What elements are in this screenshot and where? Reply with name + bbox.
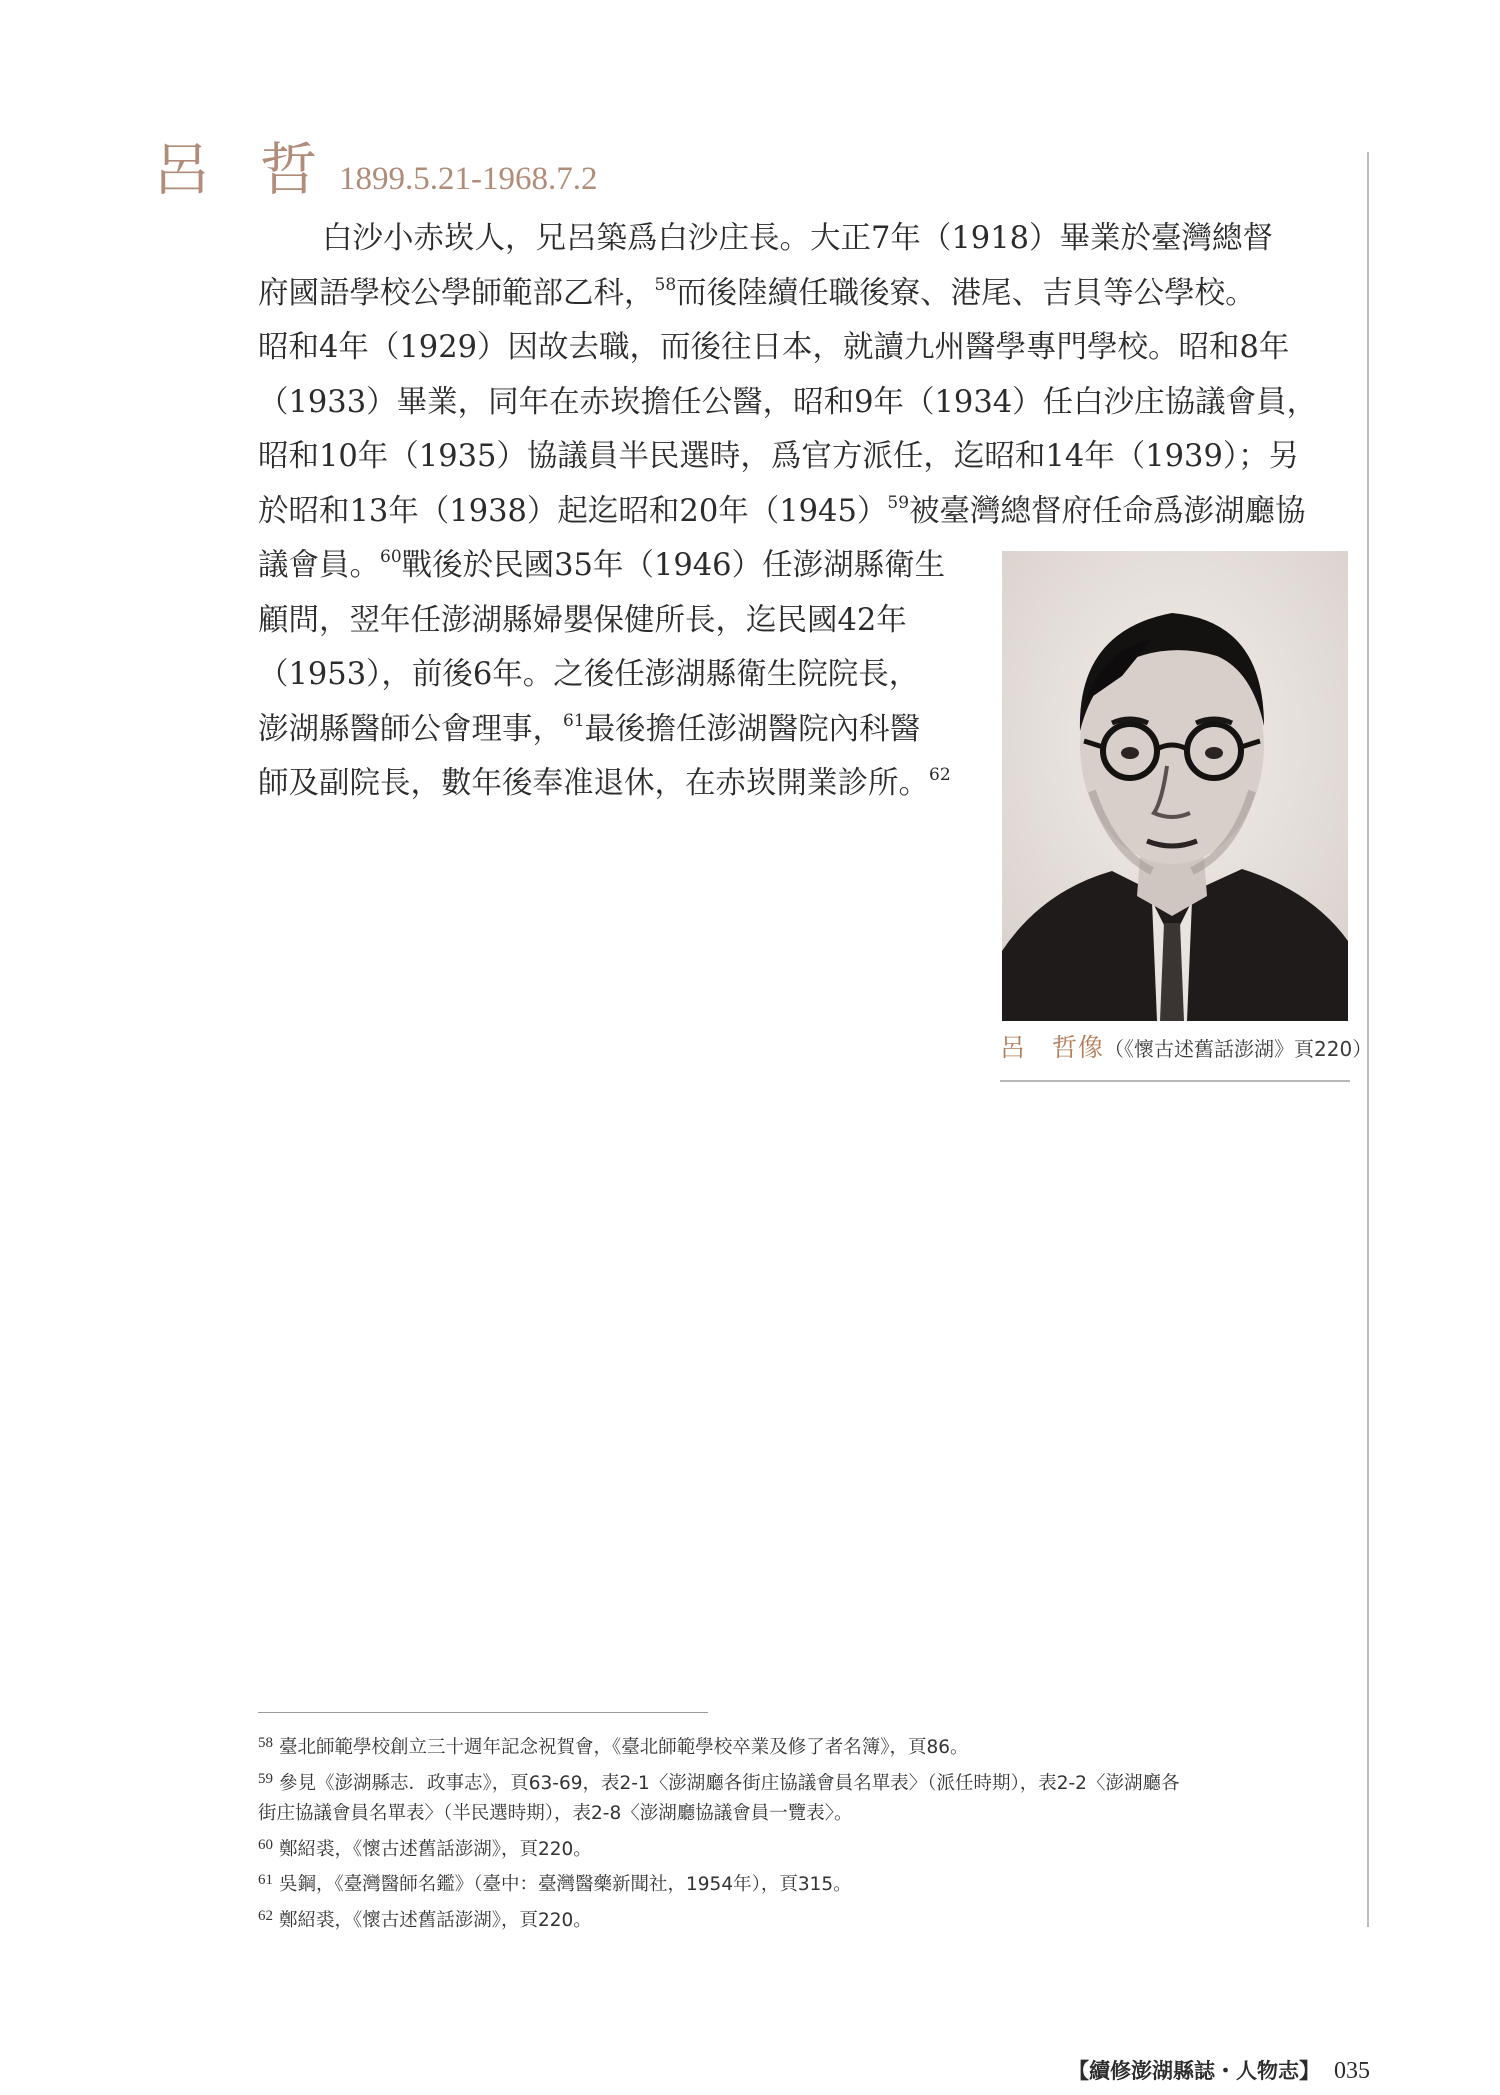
page-footer xyxy=(1068,2055,1370,2085)
body-line: 白沙小赤崁人，兄呂築爲白沙庄長。大正7年（1918）畢業於臺灣總督 xyxy=(322,221,1274,256)
caption-source: （《懷古述舊話澎湖》頁220） xyxy=(1104,1037,1373,1061)
body-line: （1933）畢業，同年在赤崁擔任公醫，昭和9年（1934）任白沙庄協議會員， xyxy=(258,384,1318,420)
footnote-number: 61 xyxy=(258,1872,273,1888)
entry-heading xyxy=(153,137,598,222)
footnote-item xyxy=(258,1830,1348,1866)
footnotes xyxy=(258,1728,1348,1936)
caption-title: 呂 哲像 xyxy=(1000,1033,1105,1062)
body-line: （1953），前後6年。之後任澎湖縣衛生院院長， xyxy=(258,657,920,692)
body-line: 議會員。$^{60}$戰後於民國35年（1946）任澎湖縣衛生 xyxy=(258,547,946,583)
body-line: 府國語學校公學師範部乙科，$^{58}$而後陸續任職後寮、港尾、吉貝等公學校。 xyxy=(258,274,1256,311)
body-line: 顧問，翌年任澎湖縣婦嬰保健所長，迄民國42年 xyxy=(258,602,907,638)
body-line: 師及副院長，數年後奉准退休，在赤崁開業診所。$^{62}$ xyxy=(258,765,951,801)
footnote-ref[interactable]: 59 xyxy=(887,492,910,513)
life-dates: 1899.5.21-1968.7.2 xyxy=(339,161,598,197)
footnote-item xyxy=(258,1728,1348,1764)
name-char-1: 呂 xyxy=(153,137,216,203)
book-title: 【續修澎湖縣誌・人物志】 xyxy=(1068,2058,1320,2083)
footnote-item xyxy=(258,1764,1348,1800)
footnote-item xyxy=(258,1865,1348,1901)
photo-caption xyxy=(1000,1028,1372,1064)
footnote-text: 臺北師範學校創立三十週年記念祝賀會，《臺北師範學校卒業及修了者名簿》，頁86。 xyxy=(279,1737,969,1758)
footnote-ref[interactable]: 60 xyxy=(380,547,402,567)
body-line: 昭和4年（1929）因故去職，而後往日本，就讀九州醫學專門學校。昭和8年 xyxy=(258,330,1290,365)
footnote-number: 59 xyxy=(258,1770,273,1787)
body-line: 於昭和13年（1938）起迄昭和20年$(1945)^{59}$被臺灣總督府任命爲澎湖廳協 xyxy=(258,492,1306,529)
footnote-text: 吳鋼，《臺灣醫師名鑑》（臺中：臺灣醫藥新聞社，1954年），頁315。 xyxy=(279,1874,852,1895)
footnote-ref[interactable]: 58 xyxy=(654,274,677,295)
footnote-separator xyxy=(258,1712,708,1713)
footnote-number: 62 xyxy=(258,1907,273,1924)
footnote-text: 街庄協議會員名單表〉（半民選時期），表2-8〈澎湖廳協議會員一覽表〉。 xyxy=(258,1803,853,1824)
person-name xyxy=(153,137,323,203)
footnote-ref[interactable]: 62 xyxy=(929,765,951,785)
name-char-2: 哲 xyxy=(260,137,323,203)
footnote-text: 鄭紹裘，《懷古述舊話澎湖》，頁220。 xyxy=(279,1909,592,1931)
caption-rule xyxy=(1000,1080,1350,1082)
portrait-illustration xyxy=(1002,551,1348,1021)
footnote-text: 鄭紹裘，《懷古述舊話澎湖》，頁220。 xyxy=(279,1838,592,1860)
body-line: 昭和10年（1935）協議員半民選時，爲官方派任，迄昭和14年（1939）；另 xyxy=(258,439,1300,474)
footnote-number: 58 xyxy=(258,1735,273,1751)
page-number: 035 xyxy=(1334,2058,1370,2084)
footnote-continuation xyxy=(258,1799,1348,1830)
footnote-ref[interactable]: 61 xyxy=(563,710,585,731)
footnote-number: 60 xyxy=(258,1836,273,1853)
portrait-photo xyxy=(1002,551,1348,1021)
footnote-item xyxy=(258,1901,1348,1937)
footnote-text: 參見《澎湖縣志．政事志》，頁63-69，表2-1〈澎湖廳各街庄協議會員名單表〉（派任時期），表2-2〈澎湖廳各 xyxy=(279,1772,1180,1794)
body-line: 澎湖縣醫師公會理事，$^{61}$最後擔任澎湖醫院內科醫 xyxy=(258,710,921,747)
